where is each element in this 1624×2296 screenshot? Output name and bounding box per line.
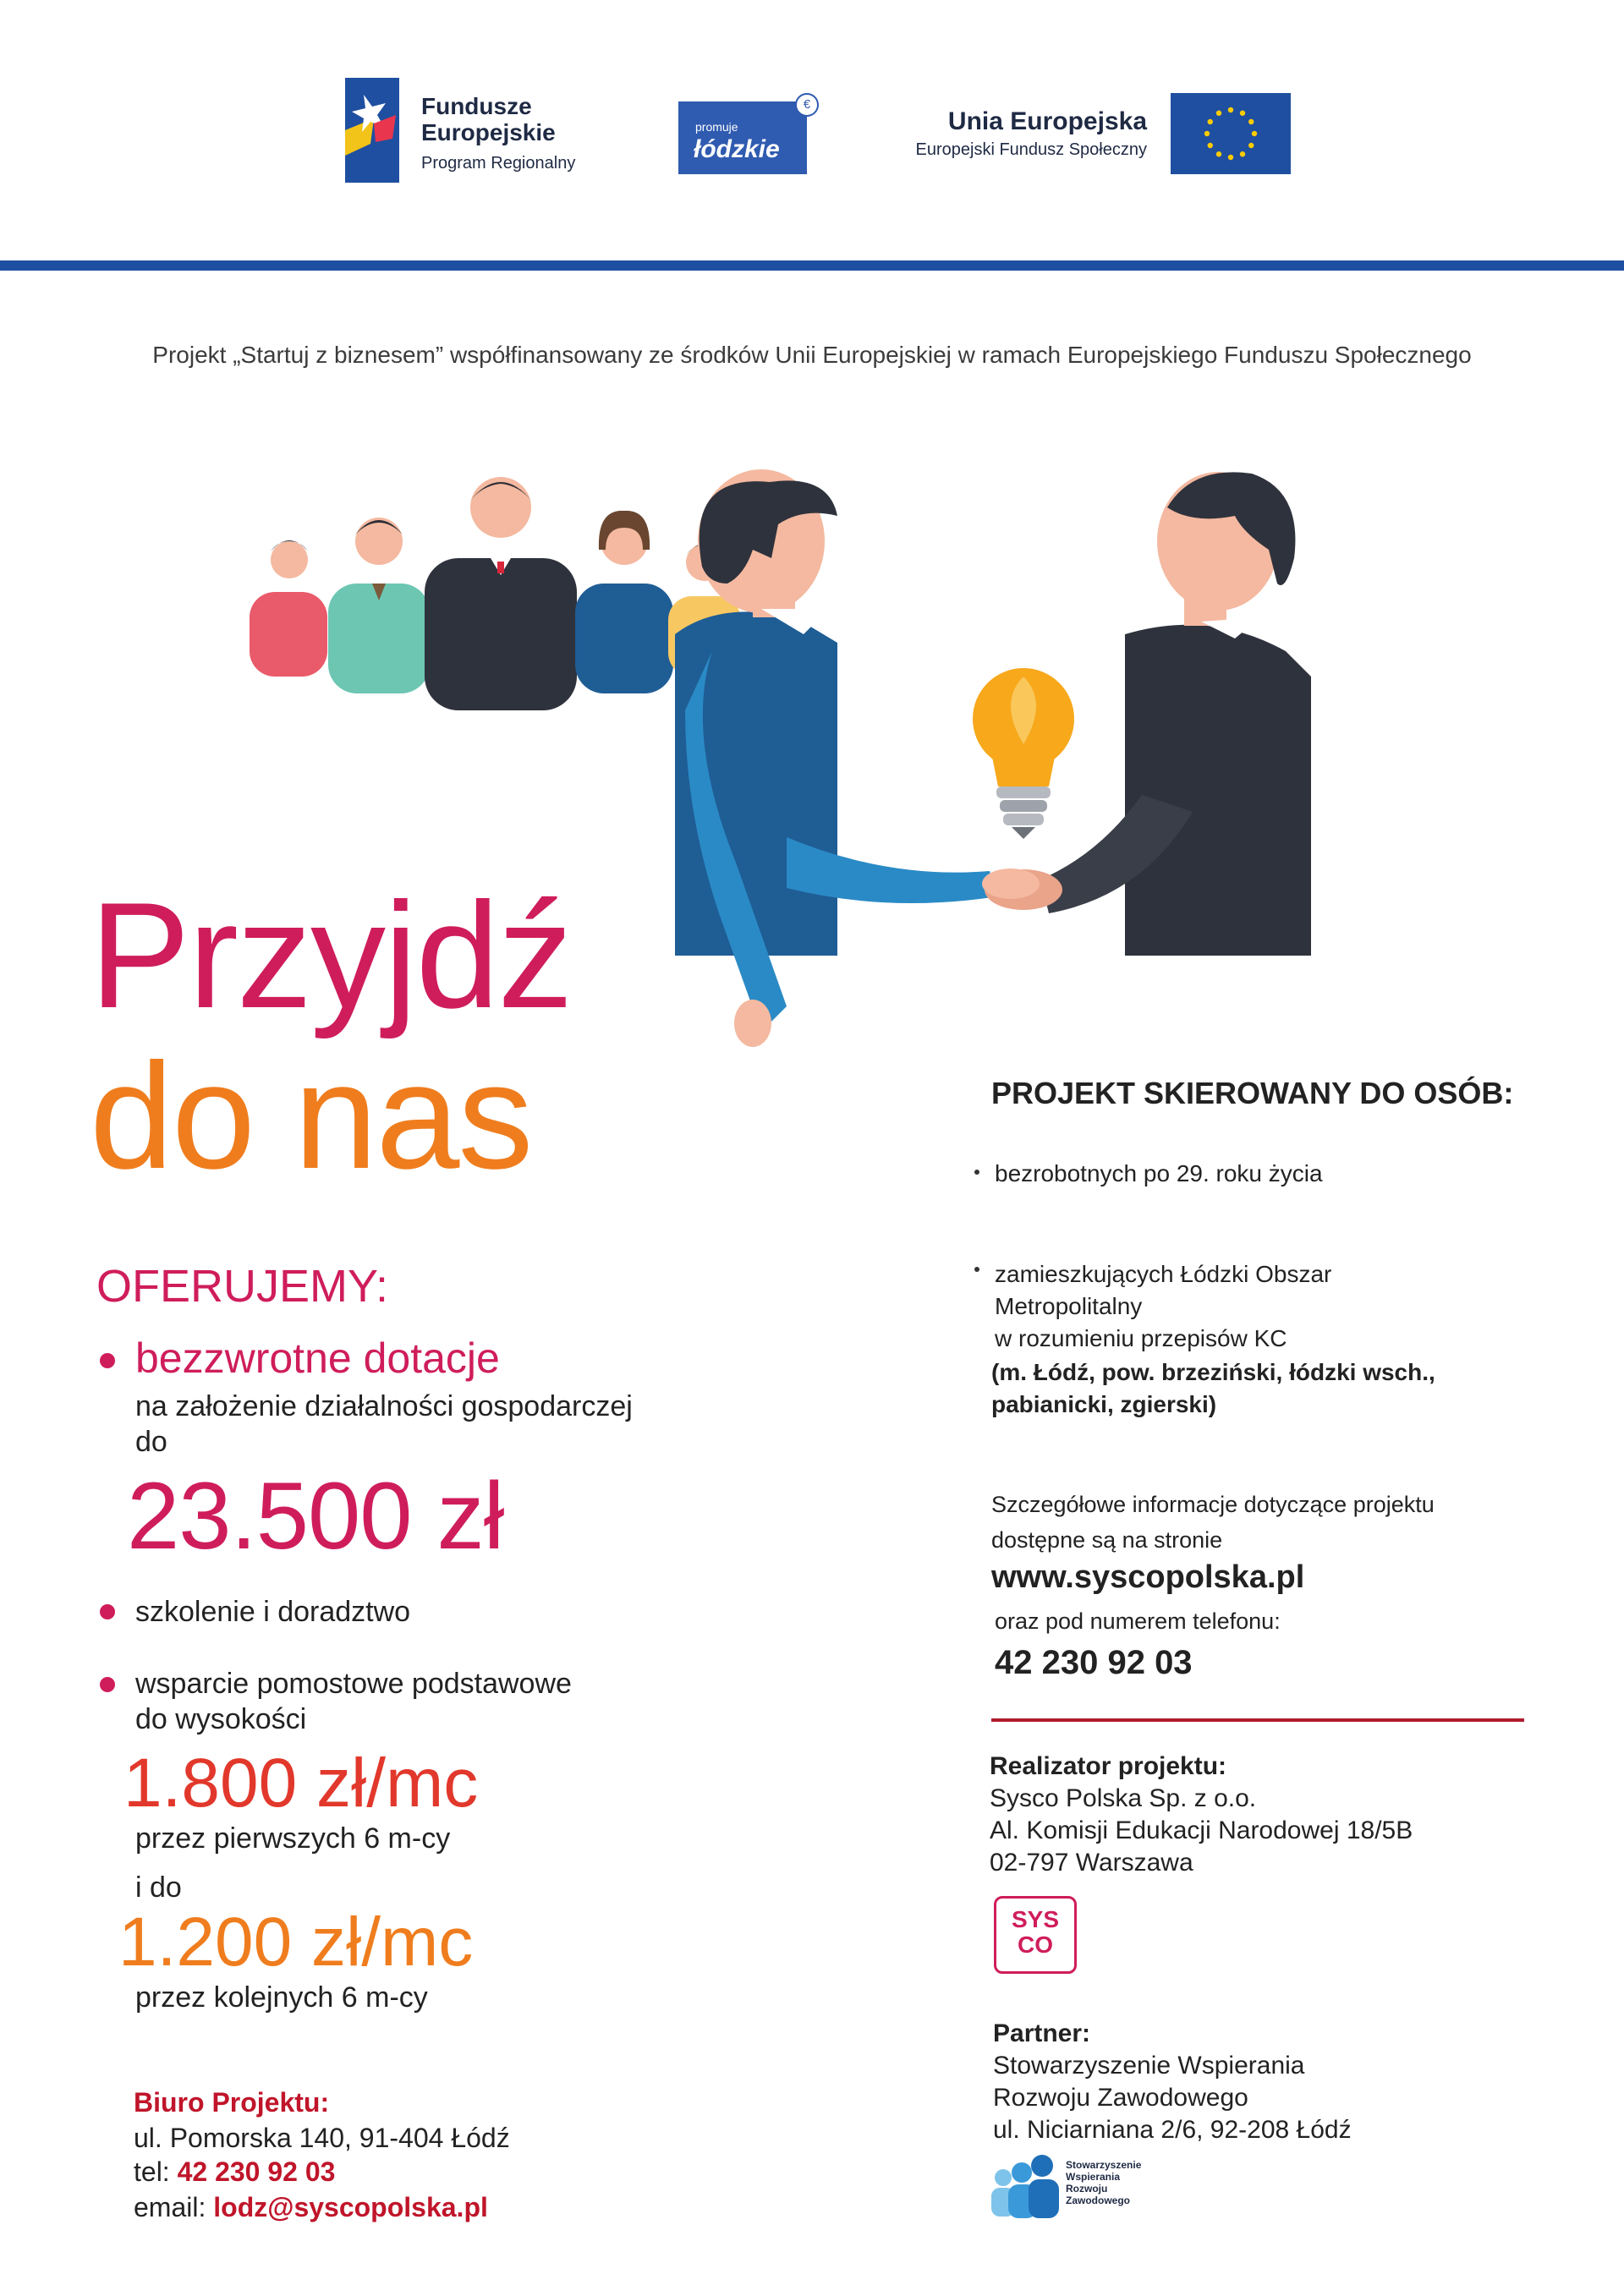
target-item-residents-area: (m. Łódź, pow. brzeziński, łódzki wsch., pabianicki, zgierski) [991, 1359, 1435, 1417]
bridge-amount-first-period: przez pierwszych 6 m-cy [135, 1822, 451, 1855]
eu-star-icon [1248, 143, 1254, 148]
eu-star-icon [1252, 131, 1257, 136]
eu-star-icon [1240, 151, 1245, 156]
eu-star-icon [1228, 107, 1233, 112]
group-person-4 [575, 511, 673, 693]
eu-star-icon [1216, 111, 1221, 116]
fe-logo-title: Fundusze Europejskie [421, 93, 556, 145]
eu-logo-subtitle: Europejski Fundusz Społeczny [915, 140, 1147, 159]
partner-name-2: Rozwoju Zawodowego [993, 2084, 1248, 2112]
sysco-logo-icon [994, 1896, 1077, 1974]
partner-address: ul. Niciarniana 2/6, 92-208 Łódź [993, 2116, 1352, 2144]
bridge-amount-second: 1.200 zł/mc [118, 1904, 474, 1981]
group-person-1 [250, 540, 327, 677]
partner-title: Partner: [993, 2019, 1091, 2047]
realizator-name: Sysco Polska Sp. z o.o. [990, 1784, 1257, 1812]
eu-flag-icon [1171, 93, 1291, 174]
sysco-logo-line-1: SYS [1011, 1906, 1060, 1932]
group-person-3 [425, 477, 577, 710]
businessman-left [675, 469, 998, 1047]
section-divider [991, 1718, 1524, 1722]
eu-star-icon [1228, 155, 1233, 160]
offer-item-grants-subtitle: na założenie działalności gospodarczej do [135, 1390, 633, 1458]
bridge-amount-second-period: przez kolejnych 6 m-cy [135, 1981, 428, 2014]
office-address: ul. Pomorska 140, 91-404 Łódź [134, 2123, 510, 2153]
info-phone-number[interactable]: 42 230 92 03 [995, 1644, 1193, 1681]
fe-logo-subtitle: Program Regionalny [421, 154, 576, 173]
offer-item-training: szkolenie i doradztwo [135, 1596, 411, 1628]
businessman-right [1040, 472, 1311, 956]
website-link[interactable]: www.syscopolska.pl [991, 1559, 1305, 1595]
lodzkie-logo-text: łódzkie [694, 135, 780, 163]
realizator-city: 02-797 Warszawa [990, 1849, 1193, 1877]
eu-star-icon [1240, 111, 1245, 116]
headline-line-1: Przyjdź [90, 871, 572, 1039]
offer-item-grants-title: bezzwrotne dotacje [135, 1334, 500, 1382]
bullet-icon [974, 1267, 979, 1272]
bullet-icon [100, 1353, 115, 1368]
swrz-logo-text: Stowarzyszenie Wspierania Rozwoju Zawodowego [1066, 2159, 1142, 2206]
eu-logo-title: Unia Europejska [947, 107, 1147, 135]
partner-name-1: Stowarzyszenie Wspierania [993, 2052, 1305, 2080]
bullet-icon [100, 1677, 115, 1692]
eu-star-icon [1204, 131, 1210, 136]
lodzkie-logo [678, 101, 807, 174]
swrz-logo [985, 2152, 1179, 2220]
fundusze-europejskie-logo [345, 78, 616, 188]
fundusze-europejskie-flag-icon [345, 78, 399, 183]
group-person-2 [328, 518, 430, 693]
header-divider [0, 260, 1624, 271]
eu-star-icon [1248, 119, 1254, 124]
lodzkie-logo-small-text: promuje [695, 120, 738, 134]
offer-item-bridge-support: wsparcie pomostowe podstawowe do wysokości [135, 1668, 572, 1735]
eu-star-icon [1208, 119, 1213, 124]
office-title: Biuro Projektu: [134, 2087, 330, 2118]
euro-mark-icon: € [795, 93, 819, 117]
eu-star-icon [1208, 143, 1213, 148]
office-email [134, 2192, 488, 2223]
target-group-title: PROJEKT SKIEROWANY DO OSÓB: [991, 1076, 1514, 1110]
project-funding-line: Projekt „Startuj z biznesem” współfinansowany ze środków Unii Europejskiej w ramach Europejskiego Funduszu Społecznego [152, 342, 1472, 368]
realizator-title: Realizator projektu: [990, 1752, 1227, 1780]
lightbulb-icon [973, 668, 1074, 839]
grant-amount: 23.500 zł [127, 1463, 504, 1569]
target-item-unemployed: bezrobotnych po 29. roku życia [995, 1160, 1323, 1186]
offer-title: OFERUJEMY: [96, 1261, 389, 1312]
sysco-logo-line-2: CO [1018, 1932, 1053, 1958]
handshake-hands [982, 869, 1062, 910]
eu-star-icon [1216, 151, 1221, 156]
office-email-link[interactable]: lodz@syscopolska.pl [213, 2192, 488, 2222]
bridge-and-text: i do [135, 1871, 182, 1904]
bullet-icon [100, 1604, 115, 1619]
bullet-icon [974, 1170, 979, 1175]
realizator-street: Al. Komisji Edukacji Narodowej 18/5B [990, 1817, 1413, 1844]
headline-line-2: do nas [90, 1032, 532, 1200]
office-phone [134, 2156, 335, 2188]
office-phone-number[interactable]: 42 230 92 03 [177, 2156, 336, 2187]
swrz-people-logo-icon [985, 2152, 1062, 2220]
office-phone-label: tel: [134, 2156, 178, 2187]
office-email-label: email: [134, 2192, 214, 2222]
info-phone-label: oraz pod numerem telefonu: [995, 1608, 1281, 1634]
bridge-amount-first: 1.800 zł/mc [123, 1745, 479, 1822]
target-item-residents: zamieszkujących Łódzki Obszar Metropolitalny w rozumieniu przepisów KC [995, 1261, 1332, 1351]
info-details: Szczegółowe informacje dotyczące projektu dostępne są na stronie [991, 1492, 1435, 1553]
